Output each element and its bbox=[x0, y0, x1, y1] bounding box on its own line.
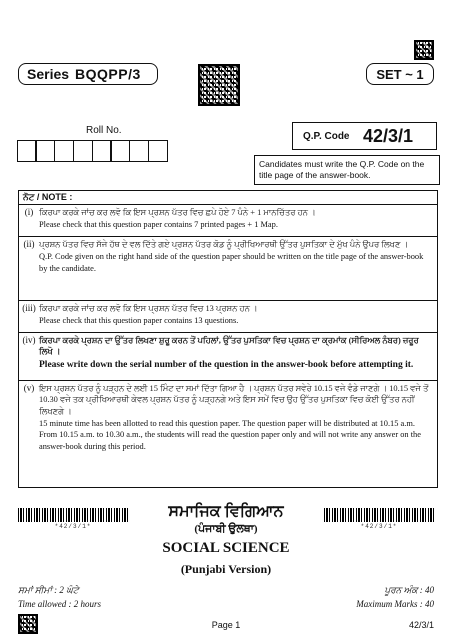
series-code: BQQPP/3 bbox=[75, 66, 141, 82]
roll-cell[interactable] bbox=[110, 140, 130, 162]
roll-no-cells[interactable] bbox=[18, 140, 168, 162]
note-item bbox=[19, 381, 437, 486]
series-box bbox=[18, 63, 158, 85]
candidate-instruction: Candidates must write the Q.P. Code on the title page of the answer-book. bbox=[254, 155, 440, 185]
time-allowed-punjabi: ਸਮਾਂ ਸੀਮਾਂ : 2 ਘੰਟੇ bbox=[18, 585, 79, 595]
roll-cell[interactable] bbox=[73, 140, 93, 162]
subject-version-punjabi: (ਪੰਜਾਬੀ ਉਲਥਾ) bbox=[194, 523, 258, 535]
roll-cell[interactable] bbox=[92, 140, 112, 162]
roll-cell[interactable] bbox=[148, 140, 168, 162]
roll-cell[interactable] bbox=[17, 140, 37, 162]
note-text-english: 15 minute time has been allotted to read this question paper. The question paper will be distributed at 10.15 a.m. From 10.15 a.m. to 10.30 a.m., the students will read the question paper only and will not write any answer on the answer-book during this period. bbox=[39, 419, 421, 451]
top-right-qr-code bbox=[414, 40, 434, 60]
note-text-english: Please check that this question paper contains 7 printed pages + 1 Map. bbox=[39, 220, 278, 230]
right-barcode-text: *42/3/1* bbox=[360, 523, 398, 530]
roll-cell[interactable] bbox=[54, 140, 74, 162]
note-number: (ii) bbox=[23, 239, 35, 249]
set-box: SET ~ 1 bbox=[366, 63, 434, 85]
note-text-english: Please write down the serial number of the question in the answer-book before attempting it. bbox=[39, 359, 414, 370]
qp-code-label: Q.P. Code bbox=[303, 130, 350, 142]
note-number: (i) bbox=[24, 207, 34, 217]
note-text-punjabi: ਕਿਰਪਾ ਕਰਕੇ ਪ੍ਰਸ਼ਨ ਦਾ ਉੱਤਰ ਲਿਖਣਾ ਸ਼ੁਰੂ ਕਰਨ ਤੋਂ ਪਹਿਲਾਂ, ਉੱਤਰ ਪੁਸਤਿਕਾ ਵਿਚ ਪ੍ਰਸ਼ਨ ਦਾ ਕ੍ਰਮਾਂਕ (ਸੀਰਿਅਲ ਨੰਬਰ) ਜ਼ਰੂਰ ਲਿਖੋ । bbox=[39, 336, 419, 357]
time-allowed-english: Time allowed : 2 hours bbox=[18, 599, 102, 609]
note-text-english: Please check that this question paper contains 13 questions. bbox=[39, 316, 239, 326]
note-text-punjabi: ਕਿਰਪਾ ਕਰਕੇ ਜਾਂਚ ਕਰ ਲਵੋ ਕਿ ਇਸ ਪ੍ਰਸ਼ਨ ਪੱਤਰ ਵਿਚ ਛਪੇ ਹੋਏ 7 ਪੰਨੇ + 1 ਮਾਨਚਿੱਤਰ ਹਨ । bbox=[39, 208, 316, 217]
left-barcode-text: *42/3/1* bbox=[54, 523, 92, 530]
note-item bbox=[19, 301, 437, 333]
subject-title-punjabi: ਸਮਾਜਿਕ ਵਿਗਿਆਨ bbox=[168, 503, 284, 520]
qp-code-box bbox=[292, 122, 437, 150]
note-text-english: Q.P. Code given on the right hand side of the question paper should be written on the title page of the answer-book by the candidate. bbox=[39, 252, 424, 273]
max-marks-english: Maximum Marks : 40 bbox=[356, 599, 434, 609]
series-qr-code bbox=[198, 64, 240, 106]
note-item bbox=[19, 237, 437, 301]
notes-heading: ਨੋਟ / NOTE : bbox=[19, 191, 437, 205]
note-number: (v) bbox=[23, 383, 35, 393]
note-text-punjabi: ਇਸ ਪ੍ਰਸ਼ਨ ਪੱਤਰ ਨੂੰ ਪੜ੍ਹਨ ਦੇ ਲਈ 15 ਮਿੰਟ ਦਾ ਸਮਾਂ ਦਿੱਤਾ ਗਿਆ ਹੈ । ਪ੍ਰਸ਼ਨ ਪੱਤਰ ਸਵੇਰੇ 10.15 ਵਜੇ ਵੰਡੇ ਜਾਣਗੇ । 10.15 ਵਜੇ ਤੋਂ 10.30 ਵਜੇ ਤਕ ਪ੍ਰੀਖਿਆਰਥੀ ਕੇਵਲ ਪ੍ਰਸ਼ਨ ਪੱਤਰ ਨੂੰ ਪੜ੍ਹਨਗੇ ਅਤੇ ਇਸ ਸਮੇਂ ਵਿਚ ਉਹ ਉੱਤਰ ਪੁਸਤਿਕਾ ਵਿਚ ਕੋਈ ਉੱਤਰ ਨਹੀਂ ਲਿਖਣਗੇ । bbox=[39, 384, 429, 416]
note-text-punjabi: ਕਿਰਪਾ ਕਰਕੇ ਜਾਂਚ ਕਰ ਲਵੋ ਕਿ ਇਸ ਪ੍ਰਸ਼ਨ ਪੱਤਰ ਵਿਚ 13 ਪ੍ਰਸ਼ਨ ਹਨ । bbox=[39, 304, 258, 313]
qp-code-value: 42/3/1 bbox=[363, 125, 414, 146]
note-number: (iv) bbox=[22, 335, 36, 345]
max-marks-punjabi: ਪੂਰਨ ਅੰਕ : 40 bbox=[384, 585, 434, 595]
note-text-punjabi: ਪ੍ਰਸ਼ਨ ਪੱਤਰ ਵਿਚ ਸੱਜੇ ਹੱਥ ਦੇ ਵਲ ਦਿੱਤੇ ਗਏ ਪ੍ਰਸ਼ਨ ਪੱਤਰ ਕੋਡ ਨੂੰ ਪ੍ਰੀਖਿਆਰਥੀ ਉੱਤਰ ਪੁਸਤਿਕਾ ਦੇ ਮੁੱਖ ਪੰਨੇ ਉਪਰ ਲਿਖਣ । bbox=[39, 240, 409, 249]
subject-title-english: SOCIAL SCIENCE bbox=[162, 540, 290, 556]
note-item bbox=[19, 205, 437, 237]
page-number: Page 1 bbox=[211, 620, 241, 630]
note-item bbox=[19, 333, 437, 381]
series-label: Series bbox=[27, 66, 70, 82]
roll-cell[interactable] bbox=[35, 140, 55, 162]
notes-box bbox=[18, 190, 438, 488]
footer-code: 42/3/1 bbox=[408, 620, 434, 630]
roll-no-label: Roll No. bbox=[86, 125, 122, 136]
note-number: (iii) bbox=[22, 303, 36, 313]
roll-cell[interactable] bbox=[129, 140, 149, 162]
subject-version-english: (Punjabi Version) bbox=[180, 562, 272, 576]
